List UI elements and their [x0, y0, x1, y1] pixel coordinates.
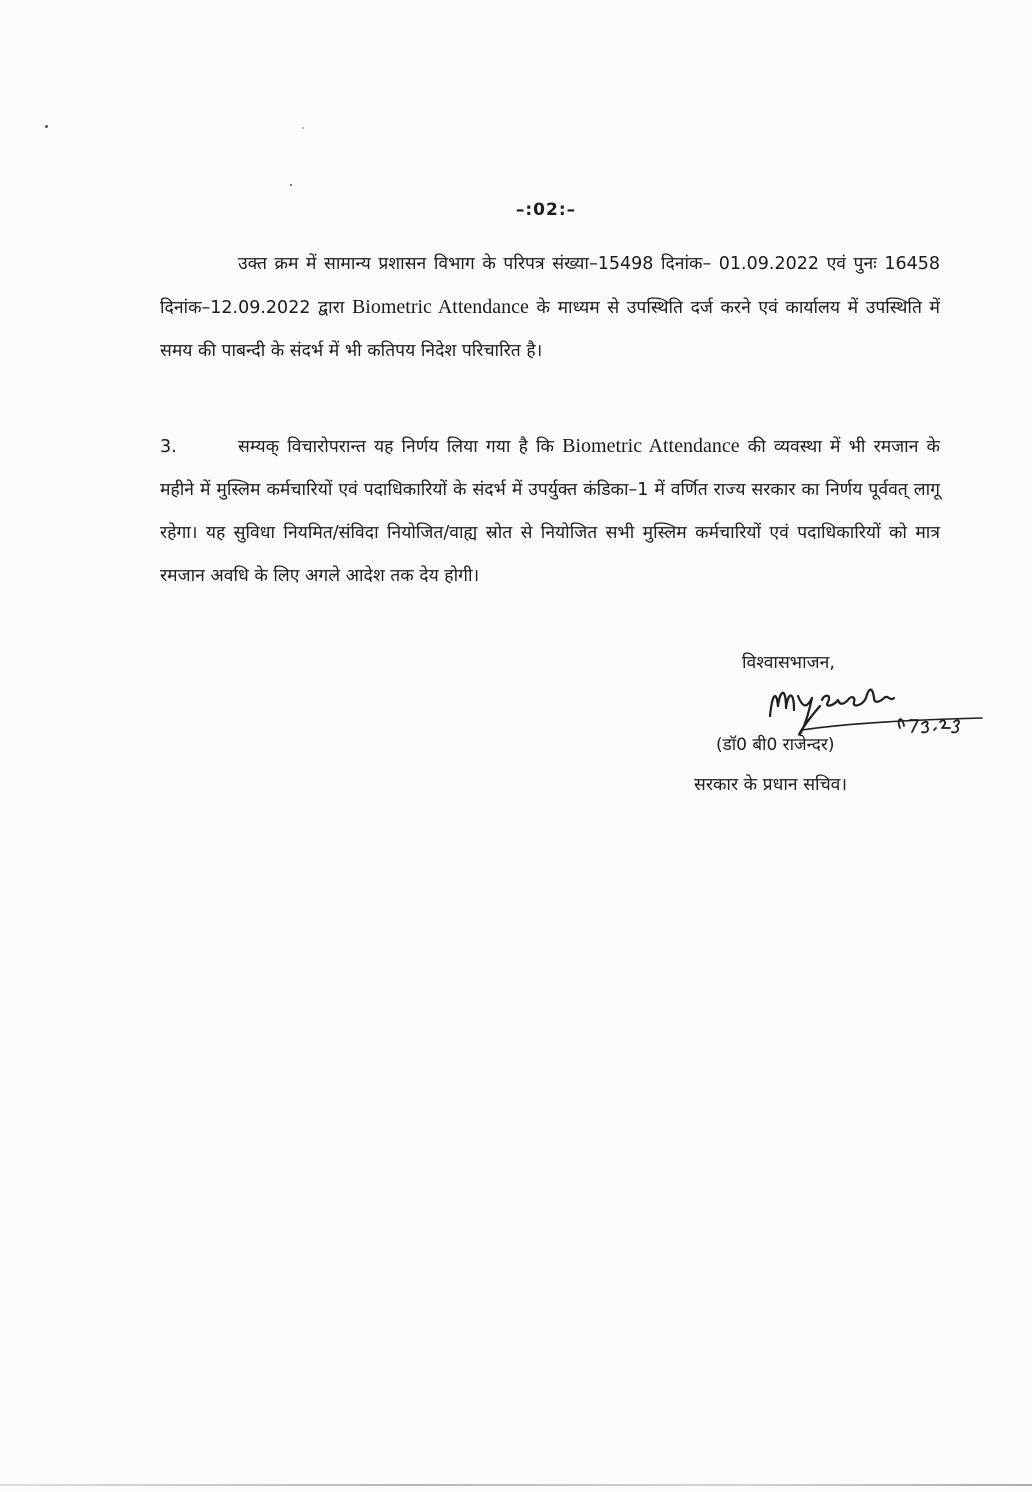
paragraph-3	[160, 425, 940, 598]
paragraph-1-text-a: उक्त क्रम में सामान्य प्रशासन विभाग के परिपत्र संख्या–15498 दिनांक– 01.09.2022 एवं पुनः 16458 दिनांक–12.09.2022 द्वारा	[160, 254, 940, 318]
signatory-designation: सरकार के प्रधान सचिव।	[694, 775, 848, 795]
paragraph-3-text-b: की व्यवस्था में भी रमजान के महीने में मुस्लिम कर्मचारियों एवं पदाधिकारियों के संदर्भ में उपर्युक्त कंडिका–1 में वर्णित राज्य सरकार का निर्णय पूर्ववत् लागू रहेगा। यह सुविधा नियमित/संविदा नियोजित/वाह्य स्रोत से नियोजित सभी मुस्लिम कर्मचारियों एवं पदाधिकारियों को मात्र रमजान अवधि के लिए अगले आदेश तक देय होगी।	[160, 437, 940, 586]
paragraph-1-text-b: के माध्यम से उपस्थिति दर्ज करने एवं कार्यालय में उपस्थिति में समय की पाबन्दी के संदर्भ में भी कतिपय निदेश परिचारित है।	[160, 298, 940, 361]
paragraph-1-english-term: Biometric Attendance	[351, 296, 529, 318]
scan-speck	[290, 184, 292, 186]
paragraph-3-english-term: Biometric Attendance	[562, 435, 740, 457]
page-number: –:02:–	[515, 200, 577, 220]
signatory-name: (डॉ0 बी0 राजेन्दर)	[716, 735, 835, 755]
scan-speck	[45, 125, 48, 128]
paragraph-1	[160, 243, 940, 373]
scan-bottom-edge	[0, 1484, 1032, 1486]
paragraph-number: 3.	[160, 437, 177, 457]
paragraph-3-text-a: सम्यक् विचारोपरान्त यह निर्णय लिया गया है कि	[238, 437, 563, 457]
scan-speck	[302, 127, 304, 129]
closing-salutation: विश्वासभाजन,	[742, 653, 835, 673]
